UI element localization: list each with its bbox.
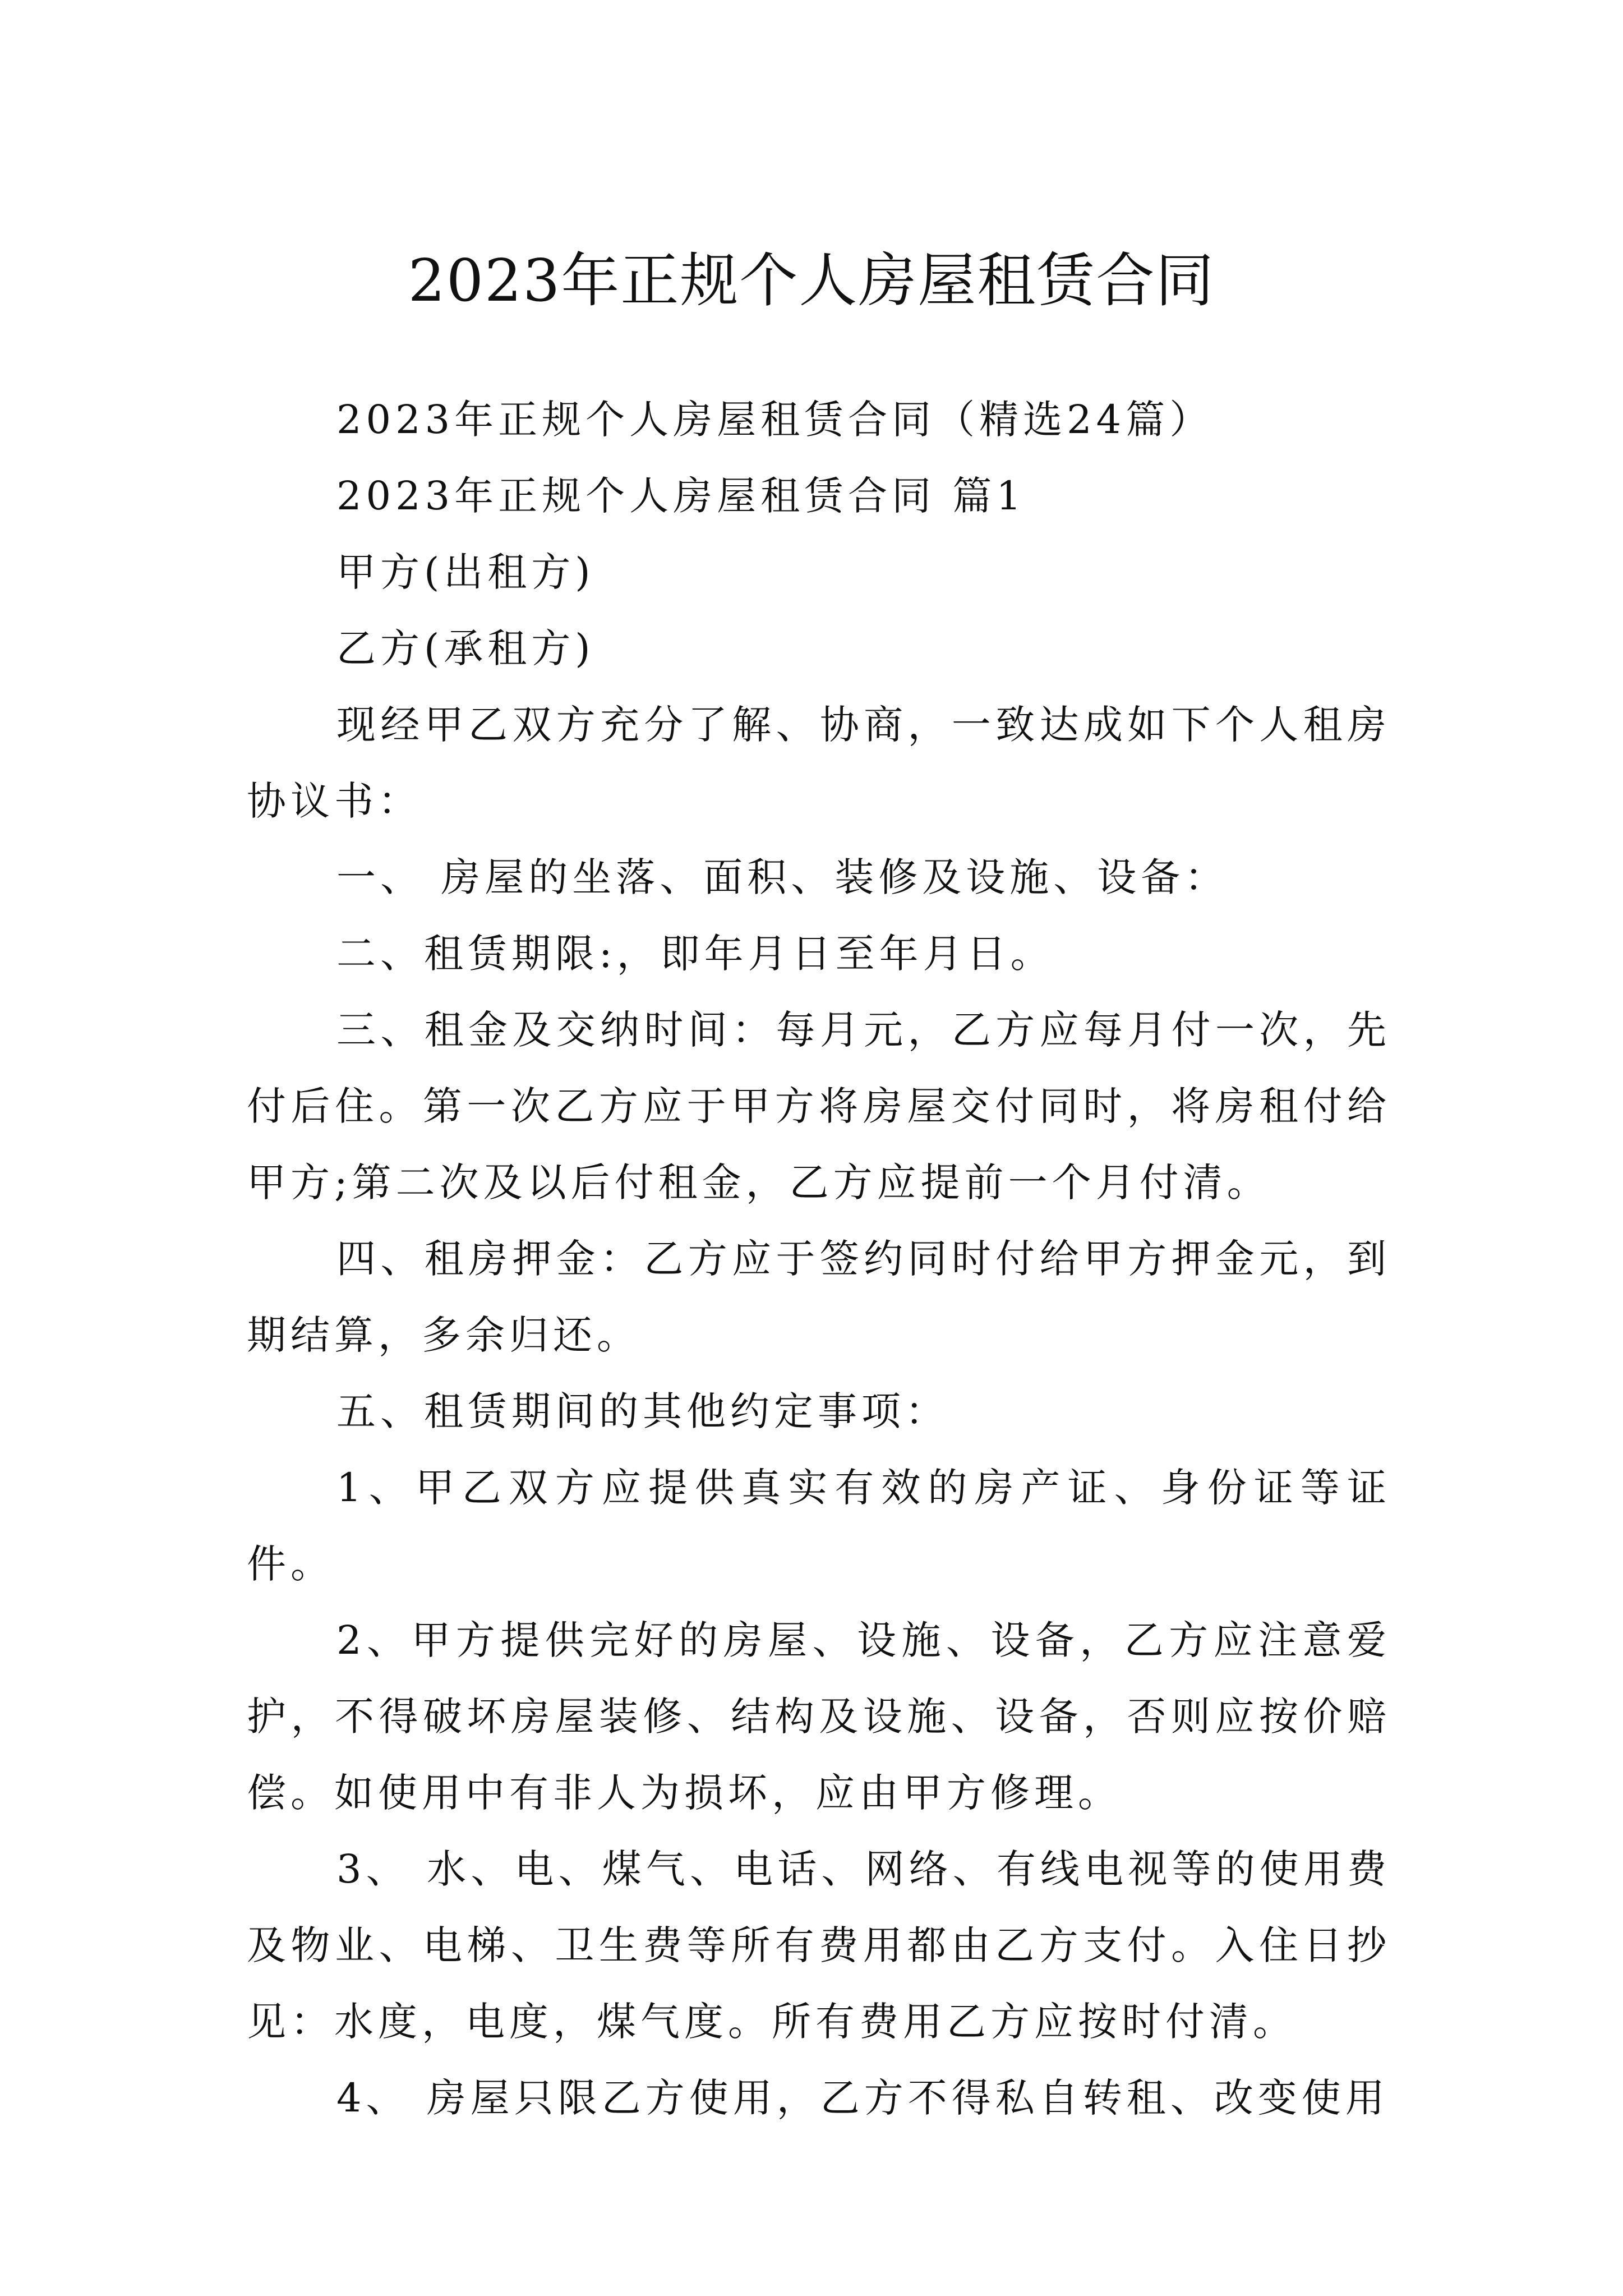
paragraph-item-1: 1、甲乙双方应提供真实有效的房产证、身份证等证件。 <box>247 1465 1391 1587</box>
paragraph-subtitle: 2023年正规个人房屋租赁合同（精选24篇） <box>336 397 1214 443</box>
paragraph-section-heading: 2023年正规个人房屋租赁合同 篇1 <box>336 473 1026 519</box>
paragraph-item-2: 2、甲方提供完好的房屋、设施、设备，乙方应注意爱护，不得破坏房屋装修、结构及设施、设备，否则应按价赔偿。如使用中有非人为损坏，应由甲方修理。 <box>247 1617 1391 1816</box>
paragraph-party-b: 乙方(承租方) <box>336 625 595 671</box>
paragraph-agreement-intro: 现经甲乙双方充分了解、协商，一致达成如下个人租房协议书： <box>247 702 1391 824</box>
paragraph-clause-3: 三、租金及交纳时间：每月元，乙方应每月付一次，先付后住。第一次乙方应于甲方将房屋交付同时，将房租付给甲方;第二次及以后付租金，乙方应提前一个月付清。 <box>247 1007 1391 1205</box>
paragraph-party-a: 甲方(出租方) <box>336 549 595 595</box>
paragraph-item-4: 4、 房屋只限乙方使用，乙方不得私自转租、改变使用 <box>336 2075 1389 2121</box>
paragraph-clause-2: 二、租赁期限:，即年月日至年月日。 <box>336 931 1054 977</box>
paragraph-clause-5: 五、租赁期间的其他约定事项： <box>336 1388 949 1434</box>
document-body <box>247 381 1391 2136</box>
paragraph-item-3: 3、 水、电、煤气、电话、网络、有线电视等的使用费及物业、电梯、卫生费等所有费用都由乙方支付。入住日抄见：水度，电度，煤气度。所有费用乙方应按时付清。 <box>247 1846 1391 2045</box>
paragraph-clause-1: 一、 房屋的坐落、面积、装修及设施、设备： <box>336 854 1229 900</box>
document-title: 2023年正规个人房屋租赁合同 <box>408 246 1215 315</box>
paragraph-clause-4: 四、租房押金：乙方应于签约同时付给甲方押金元，到期结算，多余归还。 <box>247 1236 1391 1358</box>
